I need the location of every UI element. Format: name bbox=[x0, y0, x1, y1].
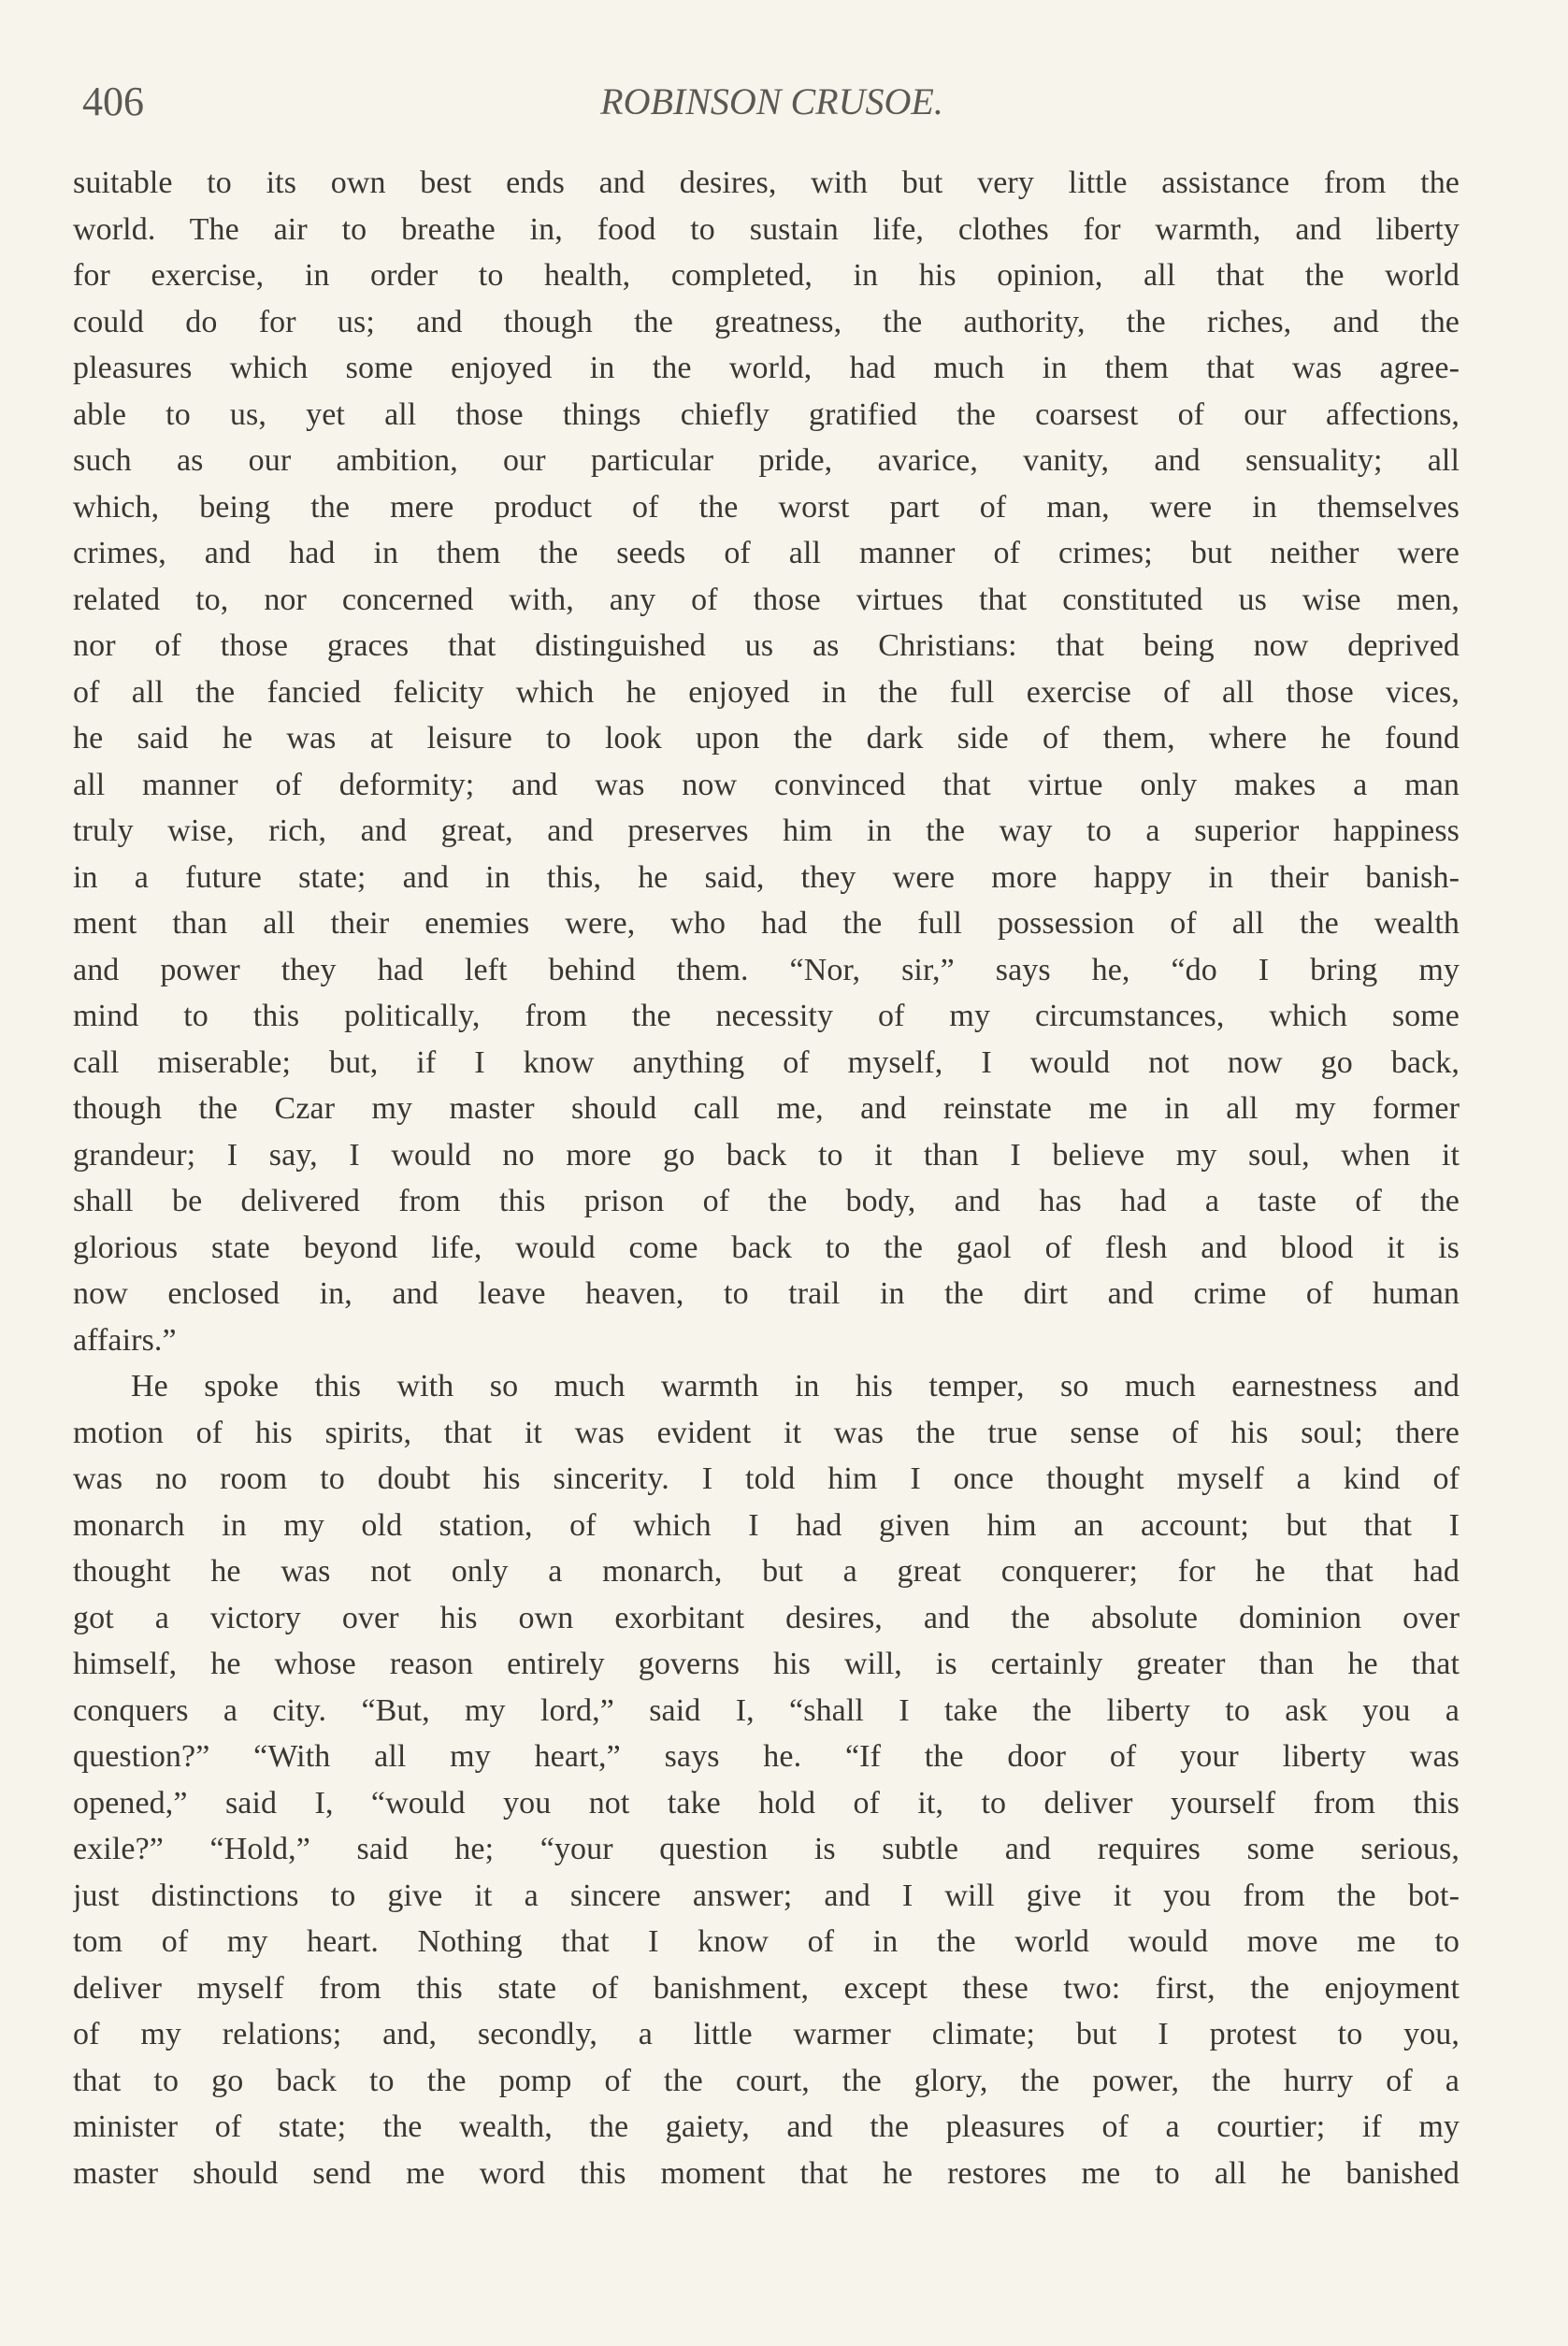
paragraph-2 bbox=[73, 1363, 1460, 2196]
text-line: call miserable; but, if I know anything of myself, I would not now go back, bbox=[73, 1044, 1460, 1080]
text-line: mind to this politically, from the necessity of my circumstances, which some bbox=[73, 999, 1460, 1033]
text-line: that to go back to the pomp of the court, the glory, the power, the hurry of a bbox=[73, 2063, 1460, 2098]
text-line: suitable to its own best ends and desires, with but very little assistance from the bbox=[73, 166, 1460, 200]
running-header bbox=[82, 69, 1461, 135]
text-line: grandeur; I say, I would no more go back to it than I believe my soul, when it bbox=[73, 1137, 1460, 1173]
text-line: of all the fancied felicity which he enjoyed in the full exercise of all those vices, bbox=[73, 674, 1460, 710]
text-line: motion of his spirits, that it was evident it was the true sense of his soul; there bbox=[73, 1415, 1460, 1450]
text-line: he said he was at leisure to look upon the dark side of them, where he found bbox=[73, 721, 1460, 756]
text-line: He spoke this with so much warmth in his temper, so much earnestness and bbox=[131, 1369, 1460, 1403]
paragraph-1 bbox=[73, 160, 1460, 1363]
page-number: 406 bbox=[82, 79, 144, 124]
text-line: crimes, and had in them the seeds of all manner of crimes; but neither were bbox=[73, 536, 1460, 570]
text-line: ment than all their enemies were, who had the full possession of all the wealth bbox=[73, 906, 1460, 941]
text-line: which, being the mere product of the worst part of man, were in themselves bbox=[73, 489, 1460, 525]
text-line: of my relations; and, secondly, a little warmer climate; but I protest to you, bbox=[73, 2017, 1460, 2051]
text-line: all manner of deformity; and was now convinced that virtue only makes a man bbox=[73, 767, 1460, 802]
running-title: ROBINSON CRUSOE. bbox=[600, 80, 943, 122]
text-line: thought he was not only a monarch, but a great conquerer; for he that had bbox=[73, 1554, 1460, 1589]
text-line: got a victory over his own exorbitant desires, and the absolute dominion over bbox=[73, 1600, 1460, 1635]
text-line: was no room to doubt his sincerity. I told him I once thought myself a kind of bbox=[73, 1461, 1460, 1496]
text-line: master should send me word this moment that he restores me to all he banished bbox=[73, 2155, 1460, 2191]
text-line: related to, nor concerned with, any of those virtues that constituted us wise men, bbox=[73, 582, 1460, 617]
text-line: himself, he whose reason entirely governs his will, is certainly greater than he that bbox=[73, 1647, 1460, 1681]
text-line: monarch in my old station, of which I had given him an account; but that I bbox=[73, 1507, 1460, 1543]
text-line: world. The air to breathe in, food to sustain life, clothes for warmth, and liberty bbox=[73, 211, 1460, 247]
body-text bbox=[73, 160, 1460, 2196]
text-line: deliver myself from this state of banishment, except these two: first, the enjoyment bbox=[73, 1970, 1460, 2006]
text-line: question?” “With all my heart,” says he. “If the door of your liberty was bbox=[73, 1739, 1460, 1774]
text-line: now enclosed in, and leave heaven, to trail in the dirt and crime of human bbox=[73, 1276, 1460, 1311]
text-line: for exercise, in order to health, completed, in his opinion, all that the world bbox=[73, 258, 1460, 293]
text-line: opened,” said I, “would you not take hold of it, to deliver yourself from this bbox=[73, 1785, 1460, 1821]
text-line: shall be delivered from this prison of the body, and has had a taste of the bbox=[73, 1184, 1460, 1218]
text-line: truly wise, rich, and great, and preserves him in the way to a superior happiness bbox=[73, 813, 1460, 848]
text-line: and power they had left behind them. “Nor, sir,” says he, “do I bring my bbox=[73, 952, 1460, 987]
text-line: able to us, yet all those things chiefly gratified the coarsest of our affections, bbox=[73, 396, 1460, 432]
text-line: in a future state; and in this, he said, they were more happy in their banish- bbox=[73, 859, 1460, 895]
text-line: though the Czar my master should call me, and reinstate me in all my former bbox=[73, 1091, 1460, 1126]
text-line: affairs.” bbox=[73, 1322, 177, 1358]
text-line: just distinctions to give it a sincere answer; and I will give it you from the bot- bbox=[73, 1878, 1460, 1913]
text-line: such as our ambition, our particular pride, avarice, vanity, and sensuality; all bbox=[73, 443, 1460, 478]
text-line: tom of my heart. Nothing that I know of in the world would move me to bbox=[73, 1924, 1460, 1959]
text-line: nor of those graces that distinguished us as Christians: that being now deprived bbox=[73, 628, 1460, 663]
text-line: conquers a city. “But, my lord,” said I, “shall I take the liberty to ask you a bbox=[73, 1692, 1460, 1728]
text-line: minister of state; the wealth, the gaiety, and the pleasures of a courtier; if my bbox=[73, 2109, 1460, 2144]
text-line: pleasures which some enjoyed in the world, had much in them that was agree- bbox=[73, 351, 1460, 385]
text-line: could do for us; and though the greatness, the authority, the riches, and the bbox=[73, 304, 1460, 339]
text-line: glorious state beyond life, would come back to the gaol of flesh and blood it is bbox=[73, 1230, 1460, 1265]
text-line: exile?” “Hold,” said he; “your question is subtle and requires some serious, bbox=[73, 1832, 1460, 1866]
